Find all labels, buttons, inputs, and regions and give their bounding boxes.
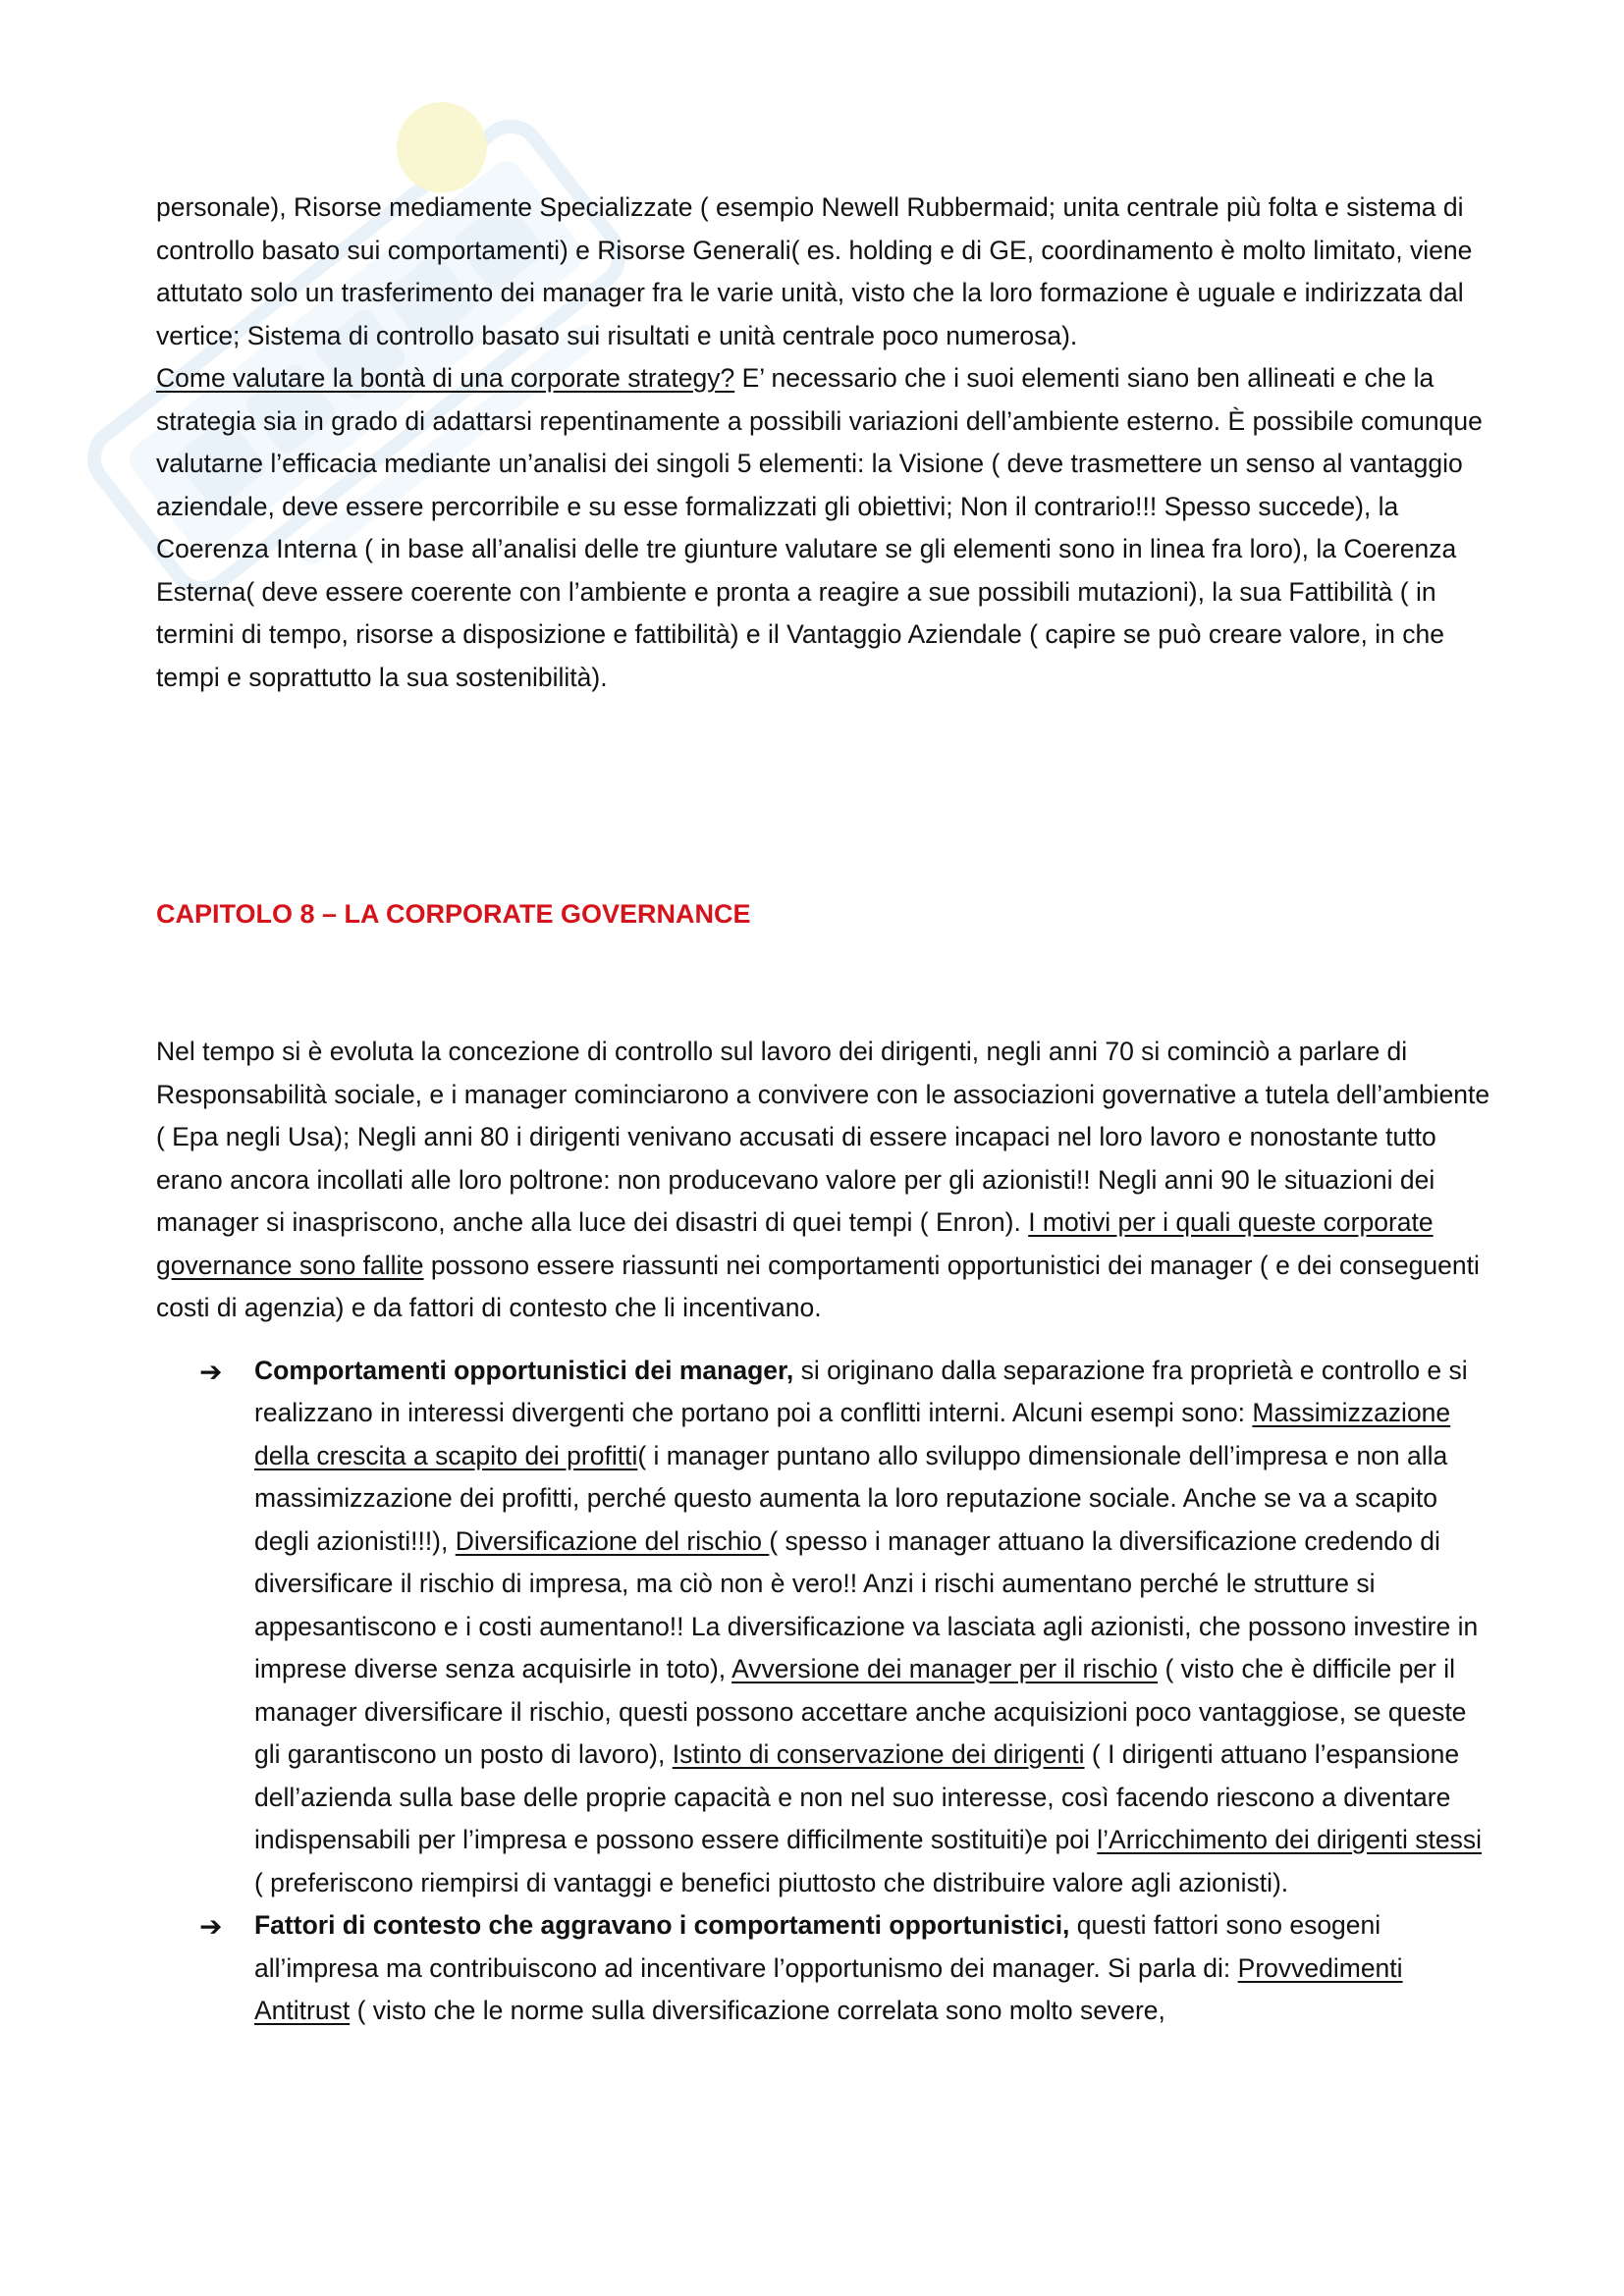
- governance-section: [156, 1031, 1491, 2033]
- evaluation-paragraph: [156, 357, 1491, 699]
- term-self-preservation: Istinto di conservazione dei dirigenti: [672, 1739, 1085, 1769]
- governance-intro: Nel tempo si è evoluta la concezione di controllo sul lavoro dei dirigenti, negli anni 70 si cominciò a parlare di Responsabilità sociale, e i manager cominciarono a convivere con le associazioni governative a tutela dell’ambiente ( Epa negli Usa); Negli anni 80 i dirigenti venivano accusati di essere incapaci nel loro lavoro e nonostante tutto erano ancora incollati alle loro poltrone: non producevano valore per gli azionisti!! Negli anni 90 le situazioni dei manager si inaspriscono, anche alla luce dei disastri di quei tempi ( Enron). I motivi per i quali queste corporate governance sono fallite possono essere riassunti nei comportamenti opportunistici dei manager ( e dei conseguenti costi di agenzia) e da fattori di contesto che li incentivano.: [156, 1037, 1490, 1322]
- document-page: [156, 187, 1491, 2025]
- intro-paragraph: personale), Risorse mediamente Specializzate ( esempio Newell Rubbermaid; unita centrale più folta e sistema di controllo basato sui comportamenti) e Risorse Generali( es. holding e di GE, coordinamento è molto limitato, viene attutato solo un trasferimento dei manager fra le varie unità, visto che la loro formazione è uguale e indirizzata dal vertice; Sistema di controllo basato sui risultati e unità centrale poco numerosa).: [156, 192, 1473, 350]
- term-risk-diversification: Diversificazione del rischio: [455, 1525, 770, 1556]
- evaluation-question: Come valutare la bontà di una corporate strategy?: [156, 363, 735, 393]
- arrow-right-icon: ➔: [199, 1911, 223, 1942]
- term-antitrust: Provvedimenti Antitrust: [254, 1952, 1403, 2025]
- arrow-right-icon: ➔: [199, 1356, 223, 1387]
- chapter-heading: CAPITOLO 8 – LA CORPORATE GOVERNANCE: [156, 899, 751, 929]
- bullet-title: Comportamenti opportunistici dei manager,: [254, 1355, 794, 1385]
- list-item: ➔ Comportamenti opportunistici dei manager, si originano dalla separazione fra proprietà e controllo e si realizzano in interessi divergenti che portano poi a conflitti interni. Alcuni esempi sono: Massimizzazione della crescita a scapito dei profitti( i manager puntano allo sviluppo dimensionale dell’impresa e non alla massimizzazione dei profitti, perché questo aumenta la loro reputazione sociale. Anche se va a scapito degli azionisti!!!), Diversificazione del rischio ( spesso i manager attuano la diversificazione credendo di diversificare il rischio di impresa, ma ciò non è vero!! Anzi i rischi aumentano perché le strutture si appesantiscono e i costi aumentano!! La diversificazione va lasciata agli azionisti, che possono investire in imprese diverse senza acquisirle in toto), Avversione dei manager per il rischio ( visto che è difficile per il manager diversificare il rischio, questi possono accettare anche acquisizioni poco vantaggiose, se queste gli garantiscono un posto di lavoro), Istinto di conservazione dei dirigenti ( I dirigenti attuano l’espansione dell’azienda sulla base delle proprie capacità e non nel suo interesse, così facendo riescono a diventare indispensabili per l’impresa e possono essere difficilmente sostituiti)e poi l’Arricchimento dei dirigenti stessi ( preferiscono riempirsi di vantaggi e benefici piuttosto che distribuire valore agli azionisti).: [156, 1350, 1491, 1905]
- bullet-title: Fattori di contesto che aggravano i comportamenti opportunistici,: [254, 1910, 1070, 1940]
- term-growth: Massimizzazione della crescita a scapito dei profitti: [254, 1398, 1451, 1470]
- term-enrichment: l’Arricchimento dei dirigenti stessi: [1097, 1825, 1483, 1854]
- list-item: ➔ Fattori di contesto che aggravano i comportamenti opportunistici, questi fattori sono esogeni all’impresa ma contribuiscono ad incentivare l’opportunismo dei manager. Si parla di: Provvedimenti Antitrust ( visto che le norme sulla diversificazione correlata sono molto severe,: [156, 1904, 1491, 2033]
- term-risk-aversion: Avversione dei manager per il rischio: [731, 1654, 1159, 1683]
- bullet-list: [156, 1350, 1491, 2033]
- evaluation-body: E’ necessario che i suoi elementi siano ben allineati e che la strategia sia in grado di adattarsi repentinamente a possibili variazioni dell’ambiente esterno. È possibile comunque valutarne l’efficacia mediante un’analisi dei singoli 5 elementi: la Visione ( deve trasmettere un senso al vantaggio aziendale, deve essere percorribile e su esse formalizzati gli obiettivi; Non il contrario!!! Spesso succede), la Coerenza Interna ( in base all’analisi delle tre giunture valutare se gli elementi sono in linea fra loro), la Coerenza Esterna( deve essere coerente con l’ambiente e pronta a reagire a sue possibili mutazioni), la sua Fattibilità ( in termini di tempo, risorse a disposizione e fattibilità) e il Vantaggio Aziendale ( capire se può creare valore, in che tempi e soprattutto la sua sostenibilità).: [156, 363, 1483, 692]
- governance-failure-link: I motivi per i quali queste corporate governance sono fallite: [156, 1207, 1434, 1280]
